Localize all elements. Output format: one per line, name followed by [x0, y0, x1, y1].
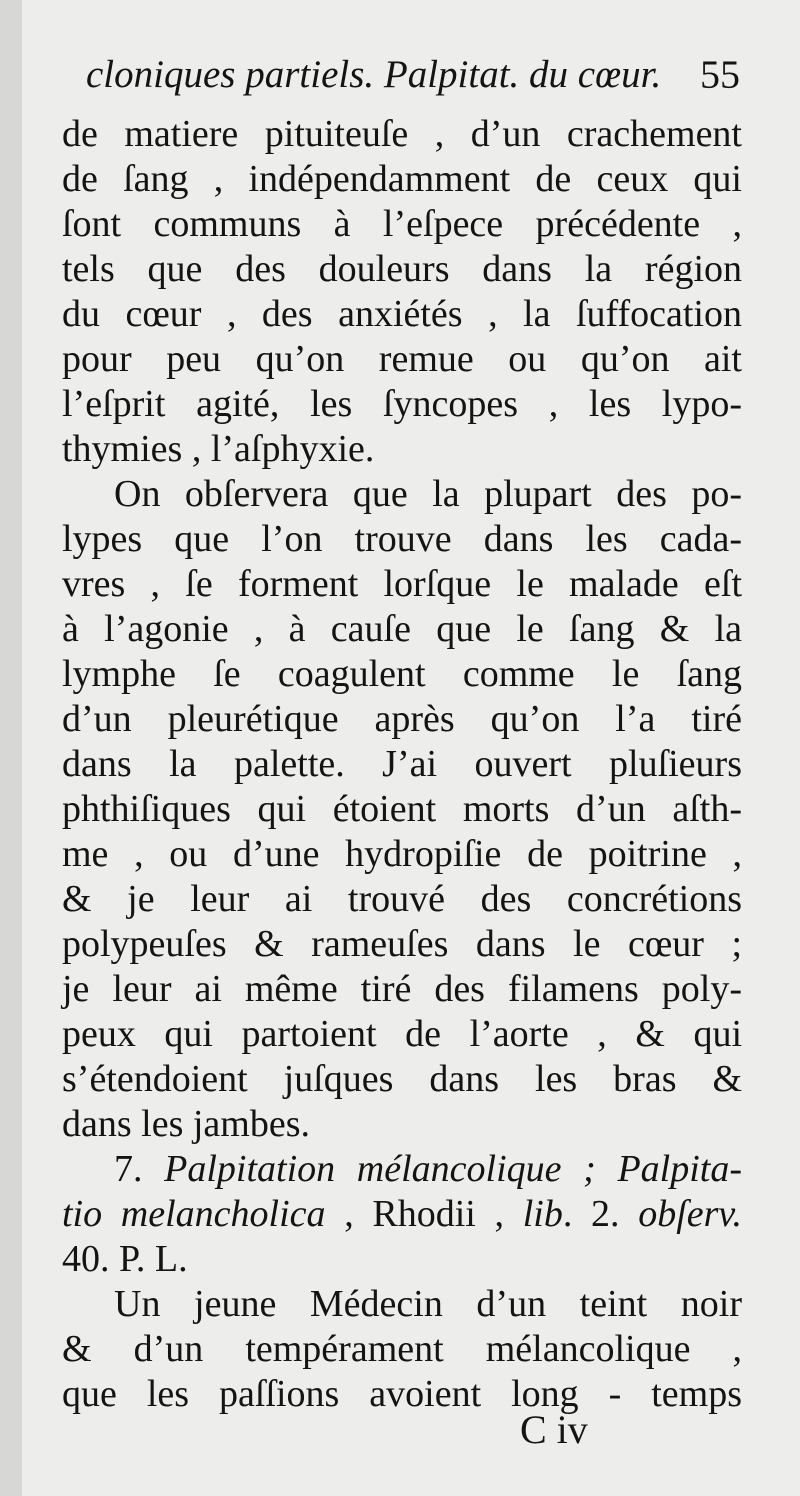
section-number: 7. — [114, 1148, 165, 1190]
text-line: & d’un tempérament mélancolique , — [62, 1328, 742, 1370]
text-line: d’un pleurétique après qu’on l’a tiré — [62, 698, 742, 740]
text-line: & je leur ai trouvé des concrétions — [62, 878, 742, 920]
text-line: dans les jambes. — [62, 1103, 311, 1145]
text-line: polypeuſes & rameuſes dans le cœur ; — [62, 923, 742, 965]
citation-obs-italic: obſerv. — [638, 1193, 742, 1235]
section-heading-line — [62, 1192, 742, 1237]
section-title-italic: Palpitation mélancolique ; Palpita- — [164, 1148, 742, 1190]
text-line: tels que des douleurs dans la région — [62, 248, 742, 290]
citation-number: . 2. — [562, 1193, 639, 1235]
citation-lib-italic: lib — [522, 1193, 563, 1235]
text-line: s’étendoient juſques dans les bras & — [62, 1058, 742, 1100]
text-line: je leur ai même tiré des filamens poly- — [62, 968, 742, 1010]
text-line: Un jeune Médecin d’un teint noir — [114, 1283, 742, 1325]
text-line: peux qui partoient de l’aorte , & qui — [62, 1013, 742, 1055]
text-line: à l’agonie , à cauſe que le ſang & la — [62, 608, 742, 650]
citation-author: , Rhodii , — [325, 1193, 523, 1235]
text-line: dans la palette. J’ai ouvert pluſieurs — [62, 743, 742, 785]
latin-name-italic: tio melancholica — [62, 1193, 326, 1235]
section-heading-line — [62, 1147, 742, 1192]
text-line: lypes que l’on trouve dans les cada- — [62, 518, 742, 560]
text-line: du cœur , des anxiétés , la ſuffocation — [62, 293, 742, 335]
body-text — [62, 112, 742, 1417]
text-line: On obſervera que la plupart des po- — [114, 473, 742, 515]
text-line: que les paſſions avoient long - temps — [62, 1373, 742, 1415]
text-line: lymphe ſe coagulent comme le ſang — [62, 653, 742, 695]
text-line: ſont communs à l’eſpece précédente , — [62, 203, 742, 245]
text-line: vres , ſe forment lorſque le malade eſt — [62, 563, 742, 605]
running-header — [86, 50, 740, 100]
text-line: me , ou d’une hydropiſie de poitrine , — [62, 833, 742, 875]
running-title: cloniques partiels. Palpitat. du cœur. — [86, 53, 662, 96]
page-edge — [0, 0, 22, 1496]
text-line: de ſang , indépendamment de ceux qui — [62, 158, 742, 200]
signature-mark: C iv — [520, 1407, 588, 1452]
text-line: l’eſprit agité, les ſyncopes , les lypo- — [62, 383, 742, 425]
text-line: pour peu qu’on remue ou qu’on ait — [62, 338, 742, 380]
page-number: 55 — [700, 52, 740, 97]
text-line: de matiere pituiteuſe , d’un crachement — [62, 113, 742, 155]
text-line: thymies , l’aſphyxie. — [62, 428, 375, 470]
text-line: phthiſiques qui étoient morts d’un aſth- — [62, 788, 742, 830]
text-line: 40. P. L. — [62, 1238, 188, 1280]
